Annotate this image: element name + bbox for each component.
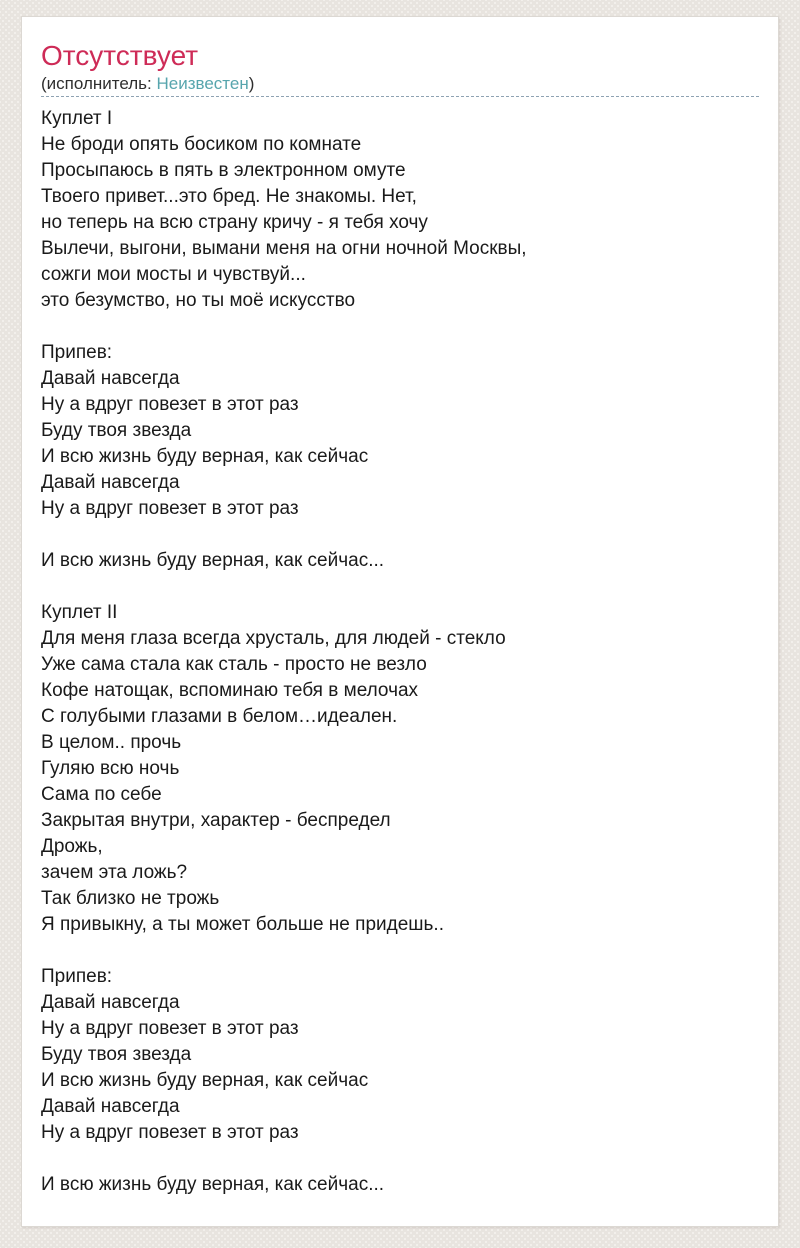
lyrics-card: [21, 16, 779, 1227]
lyric-line: зачем эта ложь?: [41, 862, 188, 883]
lyric-line: Давай навсегда: [41, 472, 180, 493]
lyric-line: Ну а вдруг повезет в этот раз: [41, 1018, 299, 1039]
lyric-line: это безумство, но ты моё искусство: [41, 290, 356, 311]
lyric-line: Буду твоя звезда: [41, 420, 192, 441]
lyric-line: Гуляю всю ночь: [41, 758, 180, 779]
lyric-line: Припев:: [41, 342, 113, 363]
lyric-line: Не броди опять босиком по комнате: [41, 134, 362, 155]
artist-name-link[interactable]: Неизвестен: [156, 74, 249, 93]
lyric-line: Просыпаюсь в пять в электронном омуте: [41, 160, 406, 181]
lyric-line: Вылечи, выгони, вымани меня на огни ночной Москвы,: [41, 238, 527, 259]
lyric-line: [41, 1146, 759, 1172]
lyric-line: Куплет I: [41, 108, 113, 129]
lyric-line: Кофе натощак, вспоминаю тебя в мелочах: [41, 680, 419, 701]
lyric-line: Ну а вдруг повезет в этот раз: [41, 1122, 299, 1143]
artist-suffix: ): [248, 74, 255, 93]
lyric-line: Сама по себе: [41, 784, 162, 805]
lyric-line: И всю жизнь буду верная, как сейчас: [41, 1070, 369, 1091]
lyric-line: Закрытая внутри, характер - беспредел: [41, 810, 391, 831]
lyric-line: Уже сама стала как сталь - просто не везло: [41, 654, 427, 675]
lyric-line: Ну а вдруг повезет в этот раз: [41, 498, 299, 519]
lyric-line: сожги мои мосты и чувствуй...: [41, 264, 306, 285]
lyric-line: Твоего привет...это бред. Не знакомы. Нет,: [41, 186, 417, 207]
page-title: Отсутствует: [41, 40, 199, 71]
lyric-line: Дрожь,: [41, 836, 103, 857]
lyric-line: Буду твоя звезда: [41, 1044, 192, 1065]
lyric-line: Ну а вдруг повезет в этот раз: [41, 394, 299, 415]
artist-label: (исполнитель:: [41, 74, 157, 93]
lyric-line: Для меня глаза всегда хрусталь, для людей - стекло: [41, 628, 506, 649]
lyric-line: И всю жизнь буду верная, как сейчас...: [41, 1174, 385, 1195]
lyric-line: Куплет II: [41, 602, 118, 623]
lyric-line: [41, 522, 759, 548]
song-header: [41, 40, 759, 97]
lyric-line: В целом.. прочь: [41, 732, 182, 753]
lyric-line: С голубыми глазами в белом…идеален.: [41, 706, 398, 727]
lyrics-text: [41, 106, 759, 1198]
lyric-line: но теперь на всю страну кричу - я тебя хочу: [41, 212, 428, 233]
lyric-line: Так близко не трожь: [41, 888, 220, 909]
lyric-line: [41, 574, 759, 600]
lyric-line: Давай навсегда: [41, 1096, 180, 1117]
artist-line: [41, 73, 759, 95]
lyric-line: И всю жизнь буду верная, как сейчас: [41, 446, 369, 467]
lyric-line: Давай навсегда: [41, 368, 180, 389]
lyric-line: Давай навсегда: [41, 992, 180, 1013]
lyric-line: [41, 938, 759, 964]
lyric-line: И всю жизнь буду верная, как сейчас...: [41, 550, 385, 571]
lyric-line: Я привыкну, а ты может больше не придешь..: [41, 914, 444, 935]
lyric-line: [41, 314, 759, 340]
lyric-line: Припев:: [41, 966, 113, 987]
